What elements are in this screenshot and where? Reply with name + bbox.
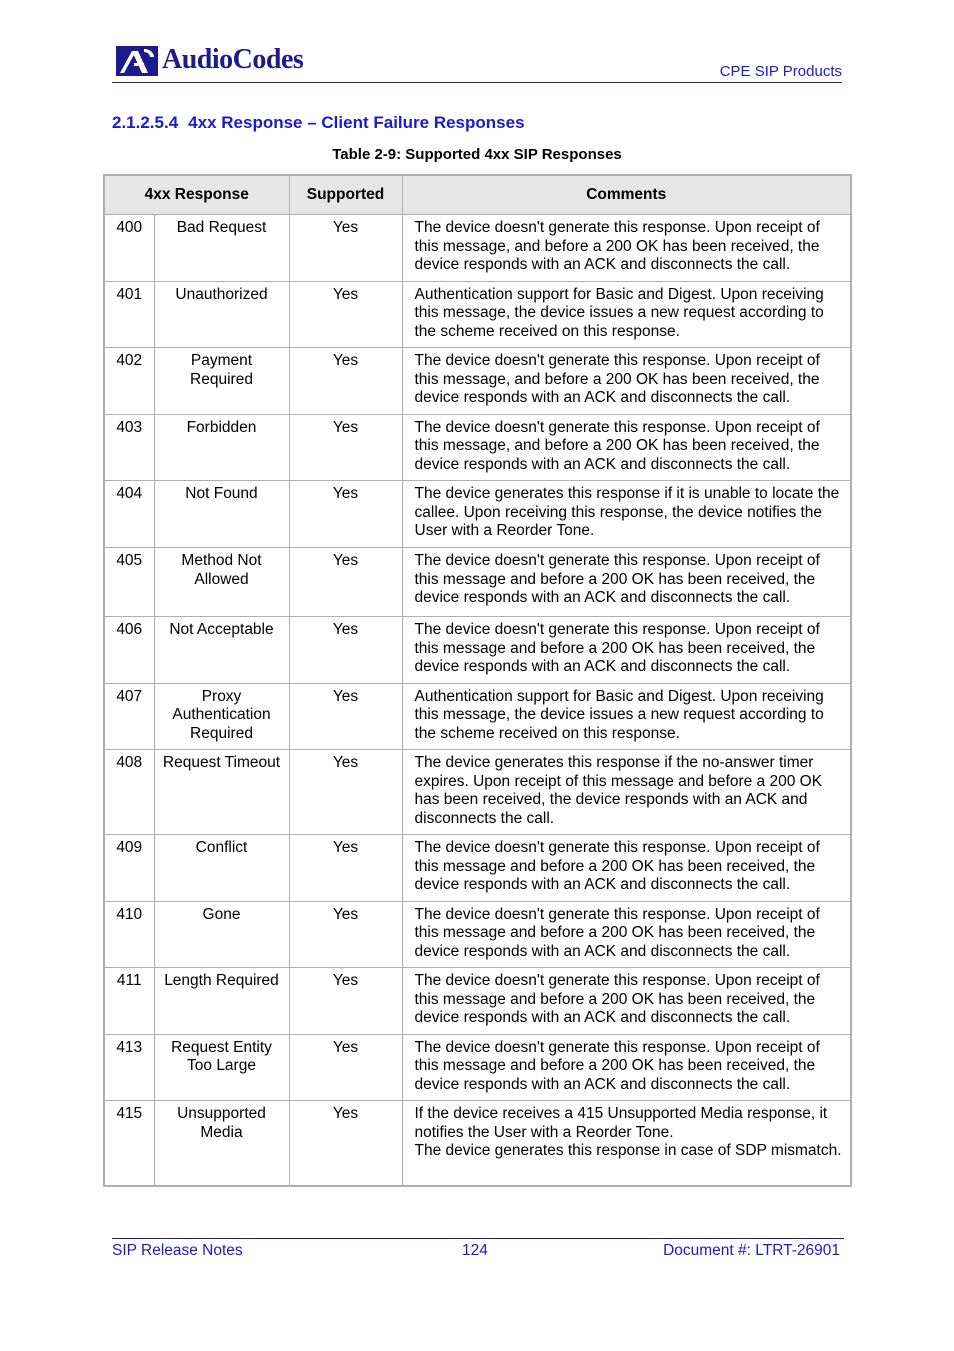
page-footer [112, 1238, 844, 1259]
response-code: 401 [104, 281, 154, 348]
response-name: Proxy Authentication Required [154, 683, 289, 750]
comment: Authentication support for Basic and Digest. Upon receiving this message, the device issues a new request according to the scheme received on this response. [402, 281, 851, 348]
table-row [104, 968, 851, 1035]
comment: The device doesn't generate this response. Upon receipt of this message and before a 200 OK has been received, the device responds with an ACK and disconnects the call. [402, 968, 851, 1035]
response-code: 402 [104, 348, 154, 415]
supported-value: Yes [289, 750, 402, 835]
response-name: Forbidden [154, 414, 289, 481]
response-code: 403 [104, 414, 154, 481]
section-number: 2.1.2.5.4 [112, 113, 179, 132]
response-code: 405 [104, 548, 154, 617]
table-row [104, 281, 851, 348]
footer-doc-number: Document #: LTRT-26901 [663, 1242, 840, 1259]
table-caption: Table 2-9: Supported 4xx SIP Responses [332, 146, 622, 163]
response-code: 415 [104, 1101, 154, 1186]
section-title: 4xx Response – Client Failure Responses [188, 113, 525, 132]
supported-value: Yes [289, 617, 402, 684]
response-code: 406 [104, 617, 154, 684]
table-row [104, 414, 851, 481]
audiocodes-logo [114, 43, 303, 77]
supported-value: Yes [289, 901, 402, 968]
comment: The device doesn't generate this response. Upon receipt of this message, and before a 200 OK has been received, the device responds with an ACK and disconnects the call. [402, 348, 851, 415]
supported-value: Yes [289, 1101, 402, 1186]
header-comments: Comments [402, 175, 851, 215]
footer-doc-title: SIP Release Notes [112, 1242, 243, 1259]
section-heading [112, 113, 525, 133]
response-code: 407 [104, 683, 154, 750]
product-line: CPE SIP Products [719, 63, 842, 80]
comment: The device doesn't generate this response. Upon receipt of this message and before a 200 OK has been received, the device responds with an ACK and disconnects the call. [402, 548, 851, 617]
table-row [104, 548, 851, 617]
table-row [104, 1034, 851, 1101]
comment: The device doesn't generate this response. Upon receipt of this message and before a 200 OK has been received, the device responds with an ACK and disconnects the call. [402, 835, 851, 902]
supported-value: Yes [289, 414, 402, 481]
comment-line-2: The device generates this response in case of SDP mismatch. [414, 1142, 842, 1159]
comment: The device generates this response if it is unable to locate the callee. Upon receiving this response, the device notifies the User with a Reorder Tone. [402, 481, 851, 548]
page-header [112, 40, 842, 83]
table-row [104, 617, 851, 684]
response-name: Method Not Allowed [154, 548, 289, 617]
table-row [104, 901, 851, 968]
supported-value: Yes [289, 968, 402, 1035]
response-name: Payment Required [154, 348, 289, 415]
table-header-row [104, 175, 851, 215]
logo-wordmark: AudioCodes [162, 44, 304, 75]
comment: Authentication support for Basic and Digest. Upon receiving this message, the device issues a new request according to the scheme received on this response. [402, 683, 851, 750]
page-number: 124 [462, 1242, 488, 1259]
supported-value: Yes [289, 548, 402, 617]
table-row [104, 835, 851, 902]
comment: If the device receives a 415 Unsupported Media response, it notifies the User with a Reorder Tone. [414, 1105, 828, 1141]
comment-cell [402, 1101, 851, 1186]
comment: The device doesn't generate this response. Upon receipt of this message, and before a 200 OK has been received, the device responds with an ACK and disconnects the call. [402, 215, 851, 282]
supported-value: Yes [289, 281, 402, 348]
response-code: 409 [104, 835, 154, 902]
comment: The device doesn't generate this response. Upon receipt of this message, and before a 200 OK has been received, the device responds with an ACK and disconnects the call. [402, 414, 851, 481]
response-code: 411 [104, 968, 154, 1035]
table-row [104, 683, 851, 750]
comment: The device generates this response if the no-answer timer expires. Upon receipt of this message and before a 200 OK has been received, the device responds with an ACK and disconnects the call. [402, 750, 851, 835]
response-code: 404 [104, 481, 154, 548]
audiocodes-logo-icon [114, 43, 162, 77]
supported-value: Yes [289, 481, 402, 548]
response-code: 410 [104, 901, 154, 968]
response-code: 400 [104, 215, 154, 282]
comment: The device doesn't generate this response. Upon receipt of this message and before a 200 OK has been received, the device responds with an ACK and disconnects the call. [402, 617, 851, 684]
response-name: Unsupported Media [154, 1101, 289, 1186]
response-name: Length Required [154, 968, 289, 1035]
table-row [104, 1101, 851, 1186]
responses-table [103, 174, 852, 1187]
response-name: Unauthorized [154, 281, 289, 348]
response-name: Bad Request [154, 215, 289, 282]
supported-value: Yes [289, 1034, 402, 1101]
supported-value: Yes [289, 835, 402, 902]
header-supported: Supported [289, 175, 402, 215]
table-row [104, 481, 851, 548]
comment: The device doesn't generate this response. Upon receipt of this message and before a 200 OK has been received, the device responds with an ACK and disconnects the call. [402, 901, 851, 968]
supported-value: Yes [289, 348, 402, 415]
response-name: Conflict [154, 835, 289, 902]
response-name: Gone [154, 901, 289, 968]
response-code: 413 [104, 1034, 154, 1101]
table-row [104, 215, 851, 282]
supported-value: Yes [289, 215, 402, 282]
table-row [104, 750, 851, 835]
response-name: Not Found [154, 481, 289, 548]
response-name: Not Acceptable [154, 617, 289, 684]
response-code: 408 [104, 750, 154, 835]
supported-value: Yes [289, 683, 402, 750]
response-name: Request Entity Too Large [154, 1034, 289, 1101]
header-4xx-response: 4xx Response [104, 175, 289, 215]
table-row [104, 348, 851, 415]
response-name: Request Timeout [154, 750, 289, 835]
comment: The device doesn't generate this response. Upon receipt of this message and before a 200 OK has been received, the device responds with an ACK and disconnects the call. [402, 1034, 851, 1101]
